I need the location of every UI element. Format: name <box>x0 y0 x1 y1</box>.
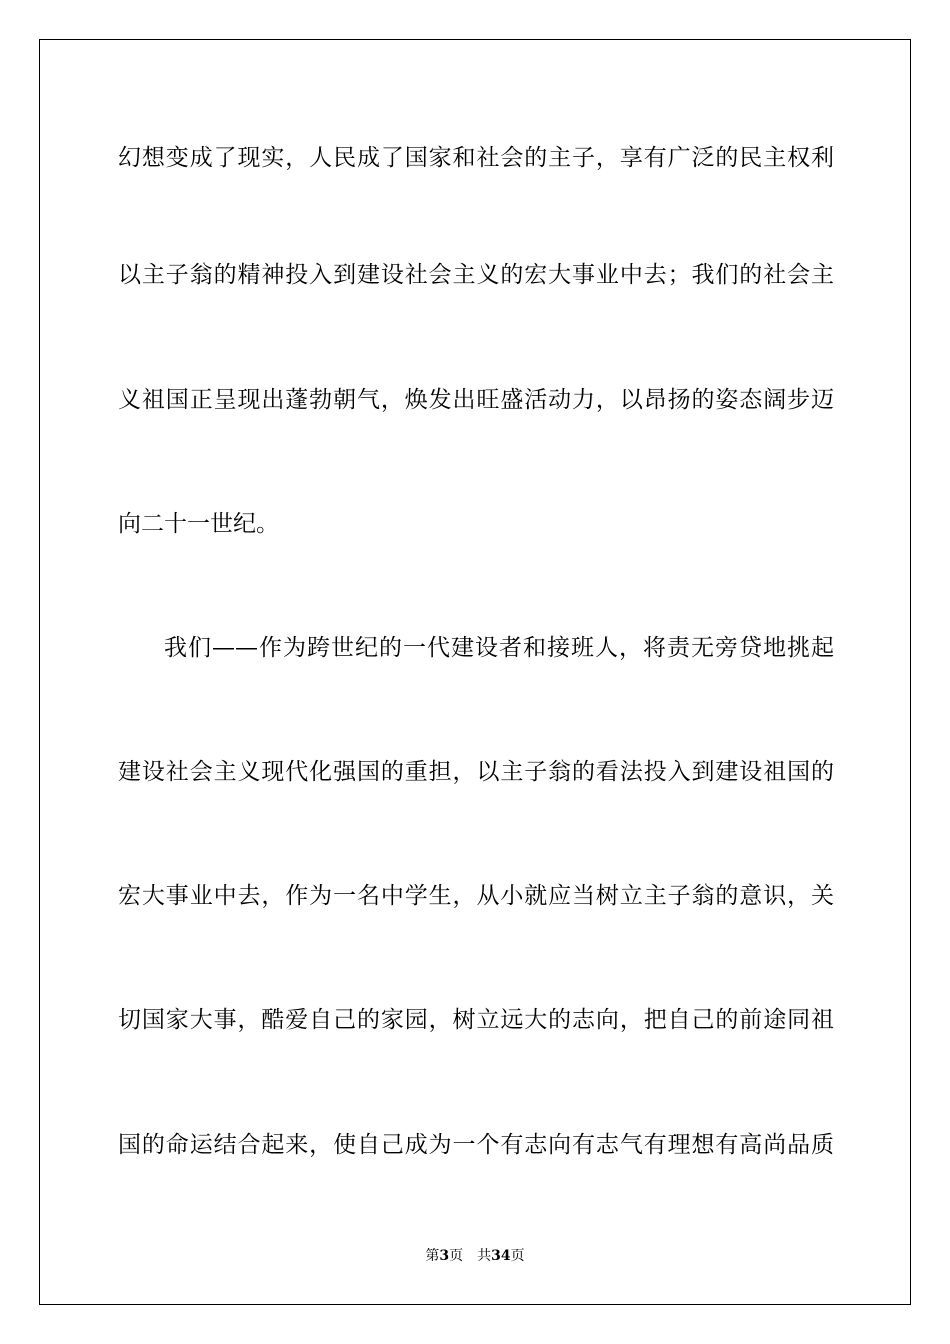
page-border <box>39 39 911 1305</box>
body-line-6: 建设社会主义现代化强国的重担，以主子翁的看法投入到建设祖国的 <box>118 759 834 785</box>
body-line-4: 向二十一世纪。 <box>118 511 279 537</box>
body-line-8: 切国家大事，酷爱自己的家园，树立远大的志向，把自己的前途同祖 <box>118 1007 834 1033</box>
footer-total-prefix: 共 <box>477 1248 492 1264</box>
footer-page-number: 3 <box>439 1248 450 1264</box>
body-line-9: 国的命运结合起来，使自己成为一个有志向有志气有理想有高尚品质 <box>118 1132 834 1158</box>
page-footer <box>0 1246 950 1266</box>
body-line-5-paragraph-start: 我们——作为跨世纪的一代建设者和接班人，将责无旁贷地挑起 <box>164 635 834 661</box>
body-line-7: 宏大事业中去，作为一名中学生，从小就应当树立主子翁的意识，关 <box>118 883 834 909</box>
footer-total-suffix: 页 <box>510 1248 525 1264</box>
footer-total-pages: 34 <box>491 1248 511 1264</box>
body-line-2: 以主子翁的精神投入到建设社会主义的宏大事业中去；我们的社会主 <box>118 262 834 288</box>
body-line-1: 幻想变成了现实，人民成了国家和社会的主子，享有广泛的民主权利 <box>118 145 834 171</box>
footer-page-prefix: 第 <box>425 1248 440 1264</box>
footer-page-suffix: 页 <box>449 1248 464 1264</box>
body-line-3: 义祖国正呈现出蓬勃朝气，焕发出旺盛活动力，以昂扬的姿态阔步迈 <box>118 387 834 413</box>
